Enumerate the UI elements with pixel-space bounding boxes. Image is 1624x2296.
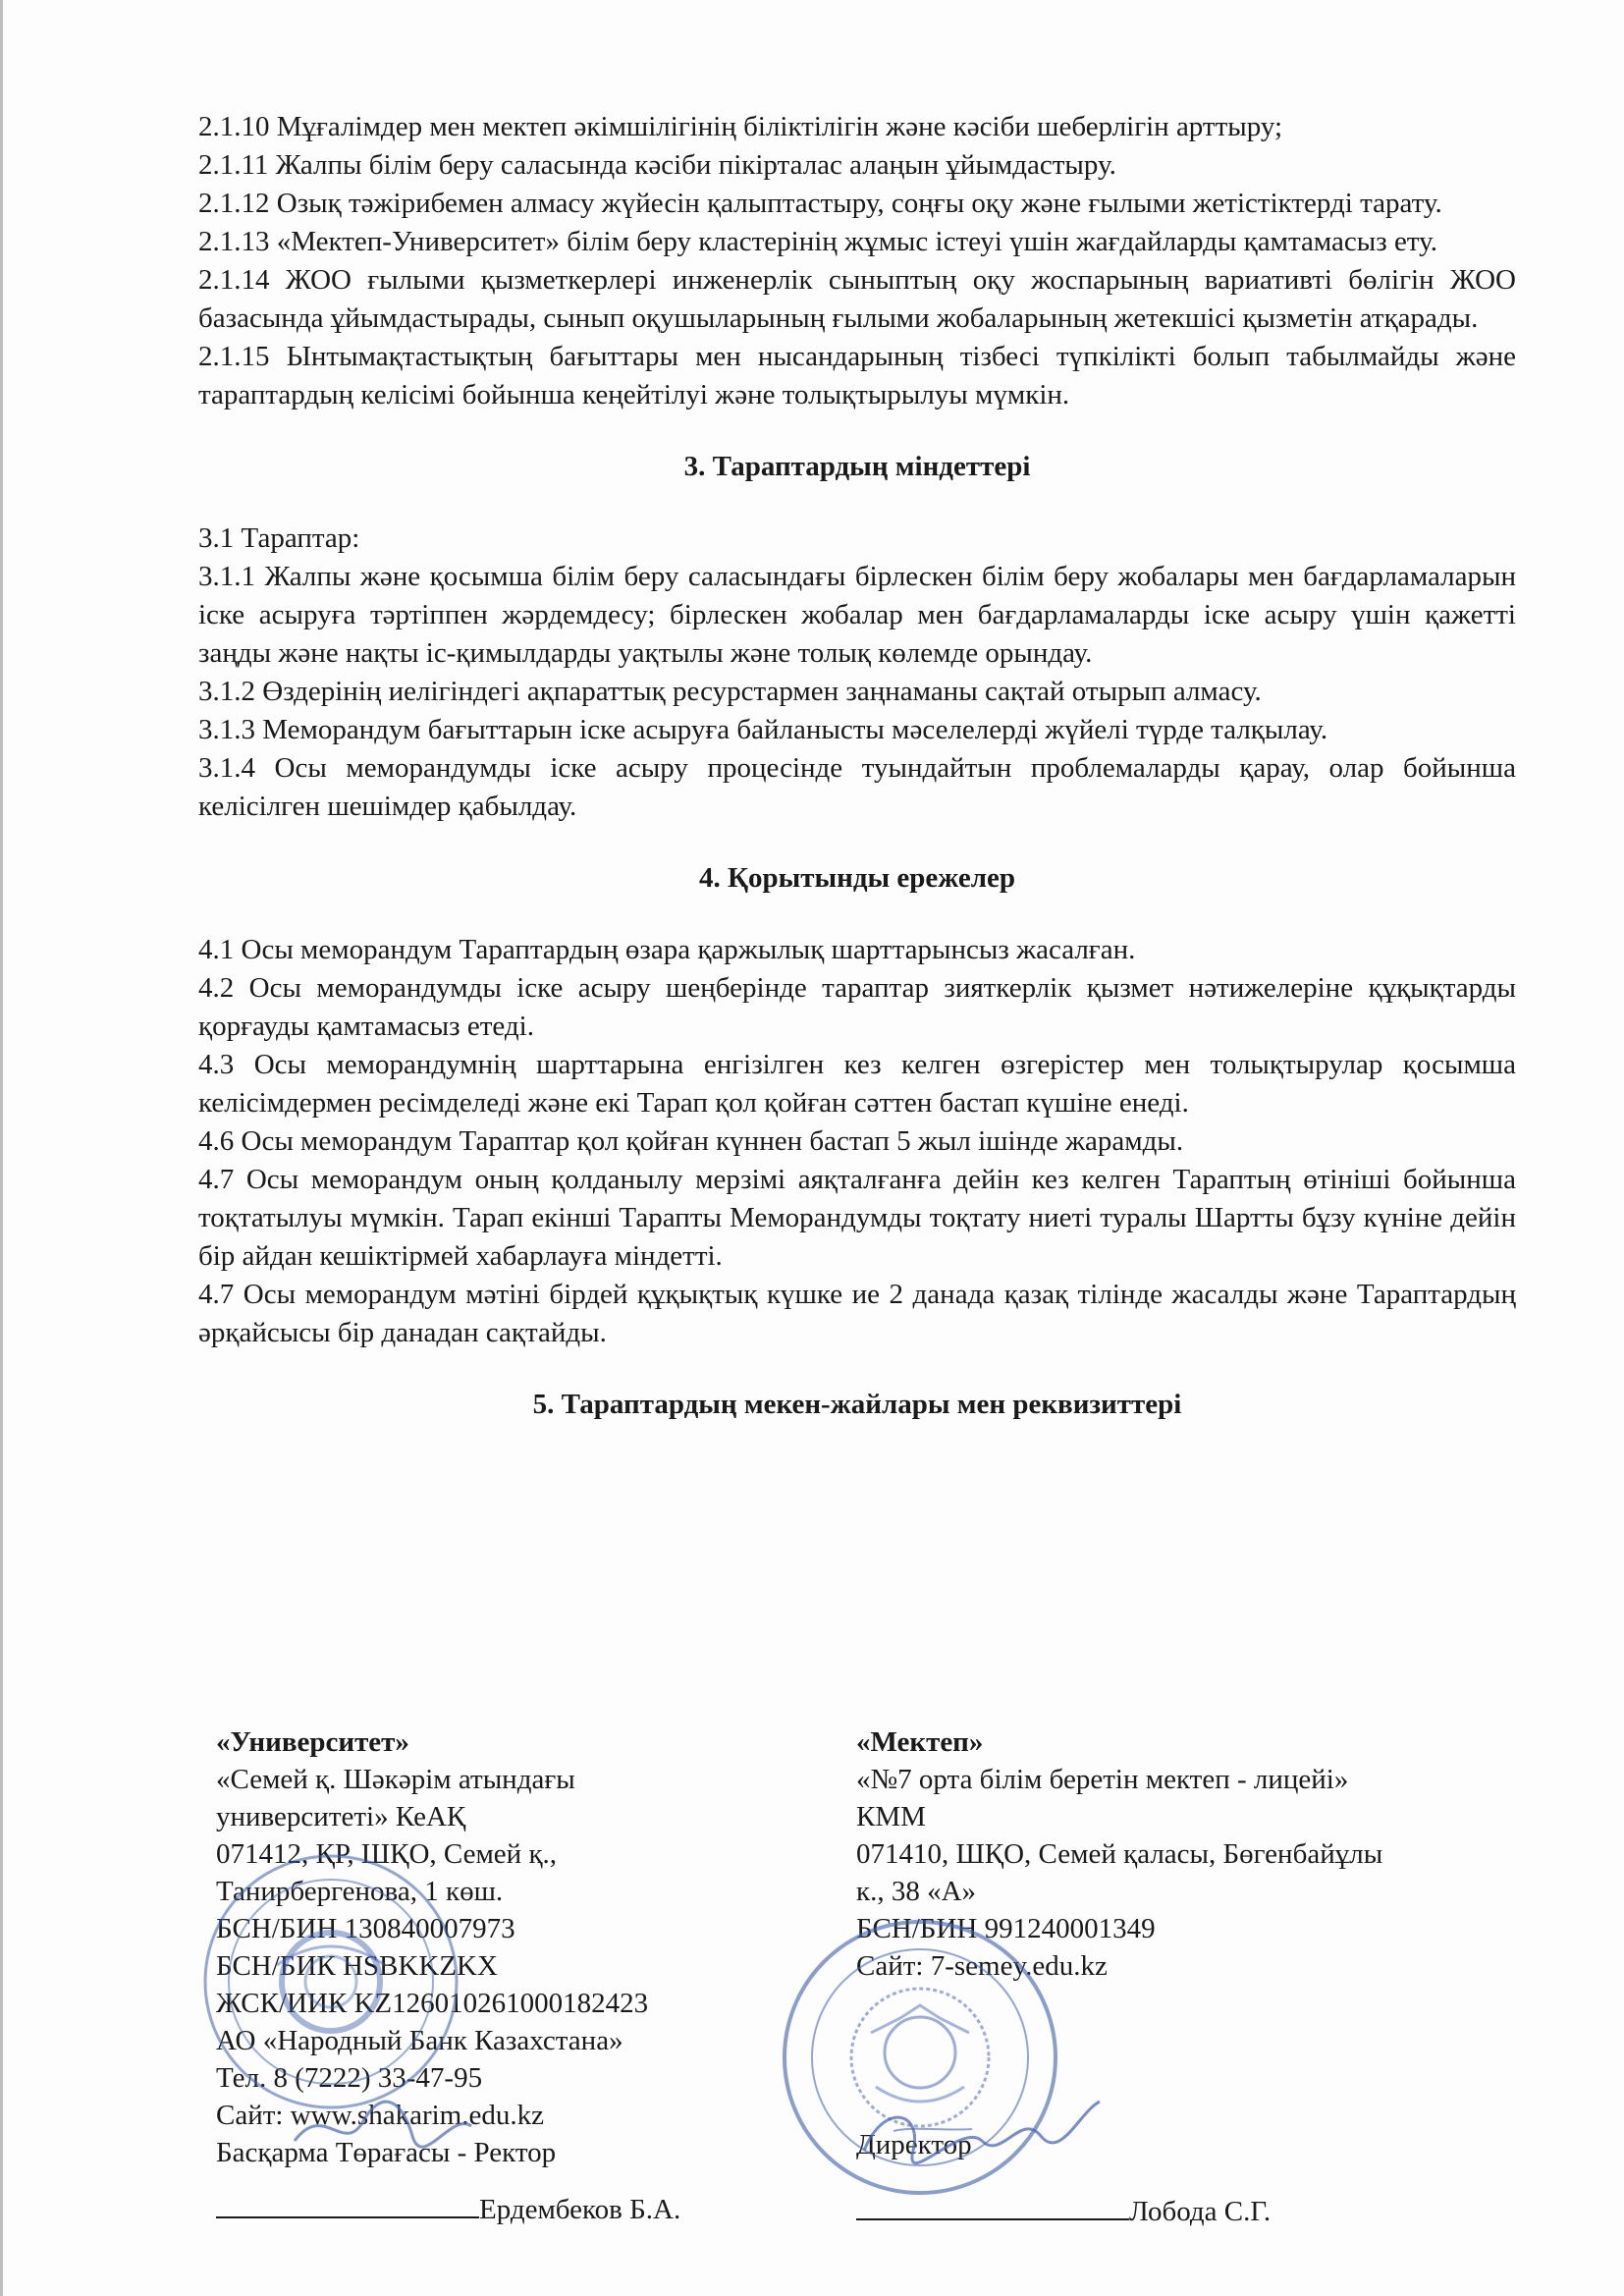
section-2-items <box>198 108 1516 414</box>
university-signature-row <box>216 2191 680 2228</box>
clause-4-7-copies: 4.7 Осы меморандум мәтіні бірдей құқықтық күшке ие 2 данада қазақ тілінде жасалды және Тараптардың әрқайсысы бір данадан сақтайды. <box>198 1279 1516 1348</box>
clause-4-6: 4.6 Осы меморандум Тараптар қол қойған күннен бастап 5 жыл ішінде жарамды. <box>198 1125 1184 1157</box>
school-line: БСН/БИН 991240001349 <box>856 1913 1156 1944</box>
university-title: «Университет» <box>216 1726 409 1758</box>
section-4-items <box>198 931 1516 1352</box>
university-line: университеті» КеАҚ <box>216 1801 466 1832</box>
section-3-items <box>198 519 1516 826</box>
university-line: БСН/БИК HSBKKZKX <box>216 1950 498 1982</box>
school-line: «№7 орта білім беретін мектеп - лицейі» <box>856 1764 1349 1795</box>
university-line: 071412, ҚР, ШҚО, Семей қ., <box>216 1838 558 1870</box>
school-director-title: Директор <box>856 2129 972 2160</box>
university-line: «Семей қ. Шәкәрім атындағы <box>216 1764 575 1795</box>
university-signatory: Ердембеков Б.А. <box>479 2194 681 2225</box>
university-line: Танирбергенова, 1 көш. <box>216 1876 504 1907</box>
clause-2-1-12: 2.1.12 Озық тәжірибемен алмасу жүйесін қалыптастыру, соңғы оқу және ғылыми жетістіктерді тарату. <box>198 188 1442 219</box>
school-line: Сайт: 7-semey.edu.kz <box>856 1950 1108 1982</box>
page-left-edge <box>0 0 3 2296</box>
section-4-heading: 4. Қорытынды ережелер <box>698 862 1016 894</box>
clause-3-1-2: 3.1.2 Өздерінің иелігіндегі ақпараттық ресурстармен заңнаманы сақтай отырып алмасу. <box>198 676 1262 707</box>
clause-2-1-11: 2.1.11 Жалпы білім беру саласында кәсіби пікірталас алаңын ұйымдастыру. <box>198 149 1116 181</box>
clause-4-2: 4.2 Осы меморандумды іске асыру шеңберінде тараптар зияткерлік қызмет нәтижелеріне құқықтарды қорғауды қамтамасыз етеді. <box>198 972 1516 1042</box>
section-5-heading: 5. Тараптардың мекен-жайлары мен реквизиттері <box>532 1389 1182 1420</box>
university-line: Сайт: www.shakarim.edu.kz <box>216 2100 544 2131</box>
clause-4-1: 4.1 Осы меморандум Тараптардың өзара қаржылық шарттарынсыз жасалған. <box>198 934 1136 965</box>
school-signatory: Лобода С.Г. <box>1129 2196 1272 2227</box>
clause-2-1-13: 2.1.13 «Мектеп-Университет» білім беру кластерінің жұмыс істеуі үшін жағдайларды қамтамасыз ету. <box>198 226 1437 257</box>
university-line: Басқарма Төрағасы - Ректор <box>216 2137 557 2168</box>
school-line: к., 38 «А» <box>856 1876 977 1907</box>
clause-2-1-14: 2.1.14 ЖОО ғылыми қызметкерлері инженерлік сыныптың оқу жоспарының вариативті бөлігін ЖОО базасында ұйымдастырады, сынып оқушыларының ғылыми жобаларының жетекшісі қызметін атқарады. <box>198 264 1516 334</box>
school-signature-line <box>856 2193 1129 2220</box>
school-line: 071410, ШҚО, Семей қаласы, Бөгенбайұлы <box>856 1838 1383 1870</box>
university-requisites <box>216 1723 680 2228</box>
clause-3-1-3: 3.1.3 Меморандум бағыттарын іске асыруға байланысты мәселелерді жүйелі түрде талқылау. <box>198 714 1328 745</box>
clause-3-1-4: 3.1.4 Осы меморандумды іске асыру процесінде туындайтын проблемаларды қарау, олар бойынша келісілген шешімдер қабылдау. <box>198 752 1516 822</box>
clause-3-1: 3.1 Тараптар: <box>198 522 360 554</box>
memorandum-page <box>198 108 1516 2227</box>
clause-2-1-10: 2.1.10 Мұғалімдер мен мектеп әкімшілігінің біліктілігін және кәсіби шеберлігін арттыру; <box>198 111 1283 142</box>
university-line: БСН/БИН 130840007973 <box>216 1913 515 1944</box>
clause-3-1-1: 3.1.1 Жалпы және қосымша білім беру саласындағы бірлескен білім беру жобалары мен бағдарламаларын іске асыруға тәртіппен жәрдемдесу; бірлескен жобалар мен бағдарламаларды іске асыру үшін қажетті заңды және нақты іс-қимылдарды уақтылы және толық көлемде орындау. <box>198 561 1516 669</box>
school-requisites <box>856 1723 1382 2230</box>
university-line: ЖСК/ИИК KZ126010261000182423 <box>216 1988 649 2019</box>
school-line: КММ <box>856 1801 926 1832</box>
university-line: АО «Народный Банк Казахстана» <box>216 2025 623 2056</box>
school-title: «Мектеп» <box>856 1726 984 1758</box>
section-3-heading: 3. Тараптардың міндеттері <box>683 451 1031 482</box>
clause-4-7-termination: 4.7 Осы меморандум оның қолданылу мерзімі аяқталғанға дейін кез келген Тараптың өтініші бойынша тоқтатылуы мүмкін. Тарап екінші Тарапты Меморандумды тоқтату ниеті туралы Шартты бұзу күніне дейін бір айдан кешіктірмей хабарлауға міндетті. <box>198 1164 1516 1272</box>
school-signature-row <box>856 2193 1382 2230</box>
university-signature-line <box>216 2191 479 2218</box>
university-line: Тел. 8 (7222) 33-47-95 <box>216 2062 483 2094</box>
clause-2-1-15: 2.1.15 Ынтымақтастықтың бағыттары мен нысандарының тізбесі түпкілікті болып табылмайды және тараптардың келісімі бойынша кеңейтілуі және толықтырылуы мүмкін. <box>198 341 1516 410</box>
clause-4-3: 4.3 Осы меморандумнің шарттарына енгізілген кез келген өзгерістер мен толықтырулар қосымша келісімдермен ресімделеді және екі Тарап қол қойған сәттен бастап күшіне енеді. <box>198 1049 1516 1119</box>
